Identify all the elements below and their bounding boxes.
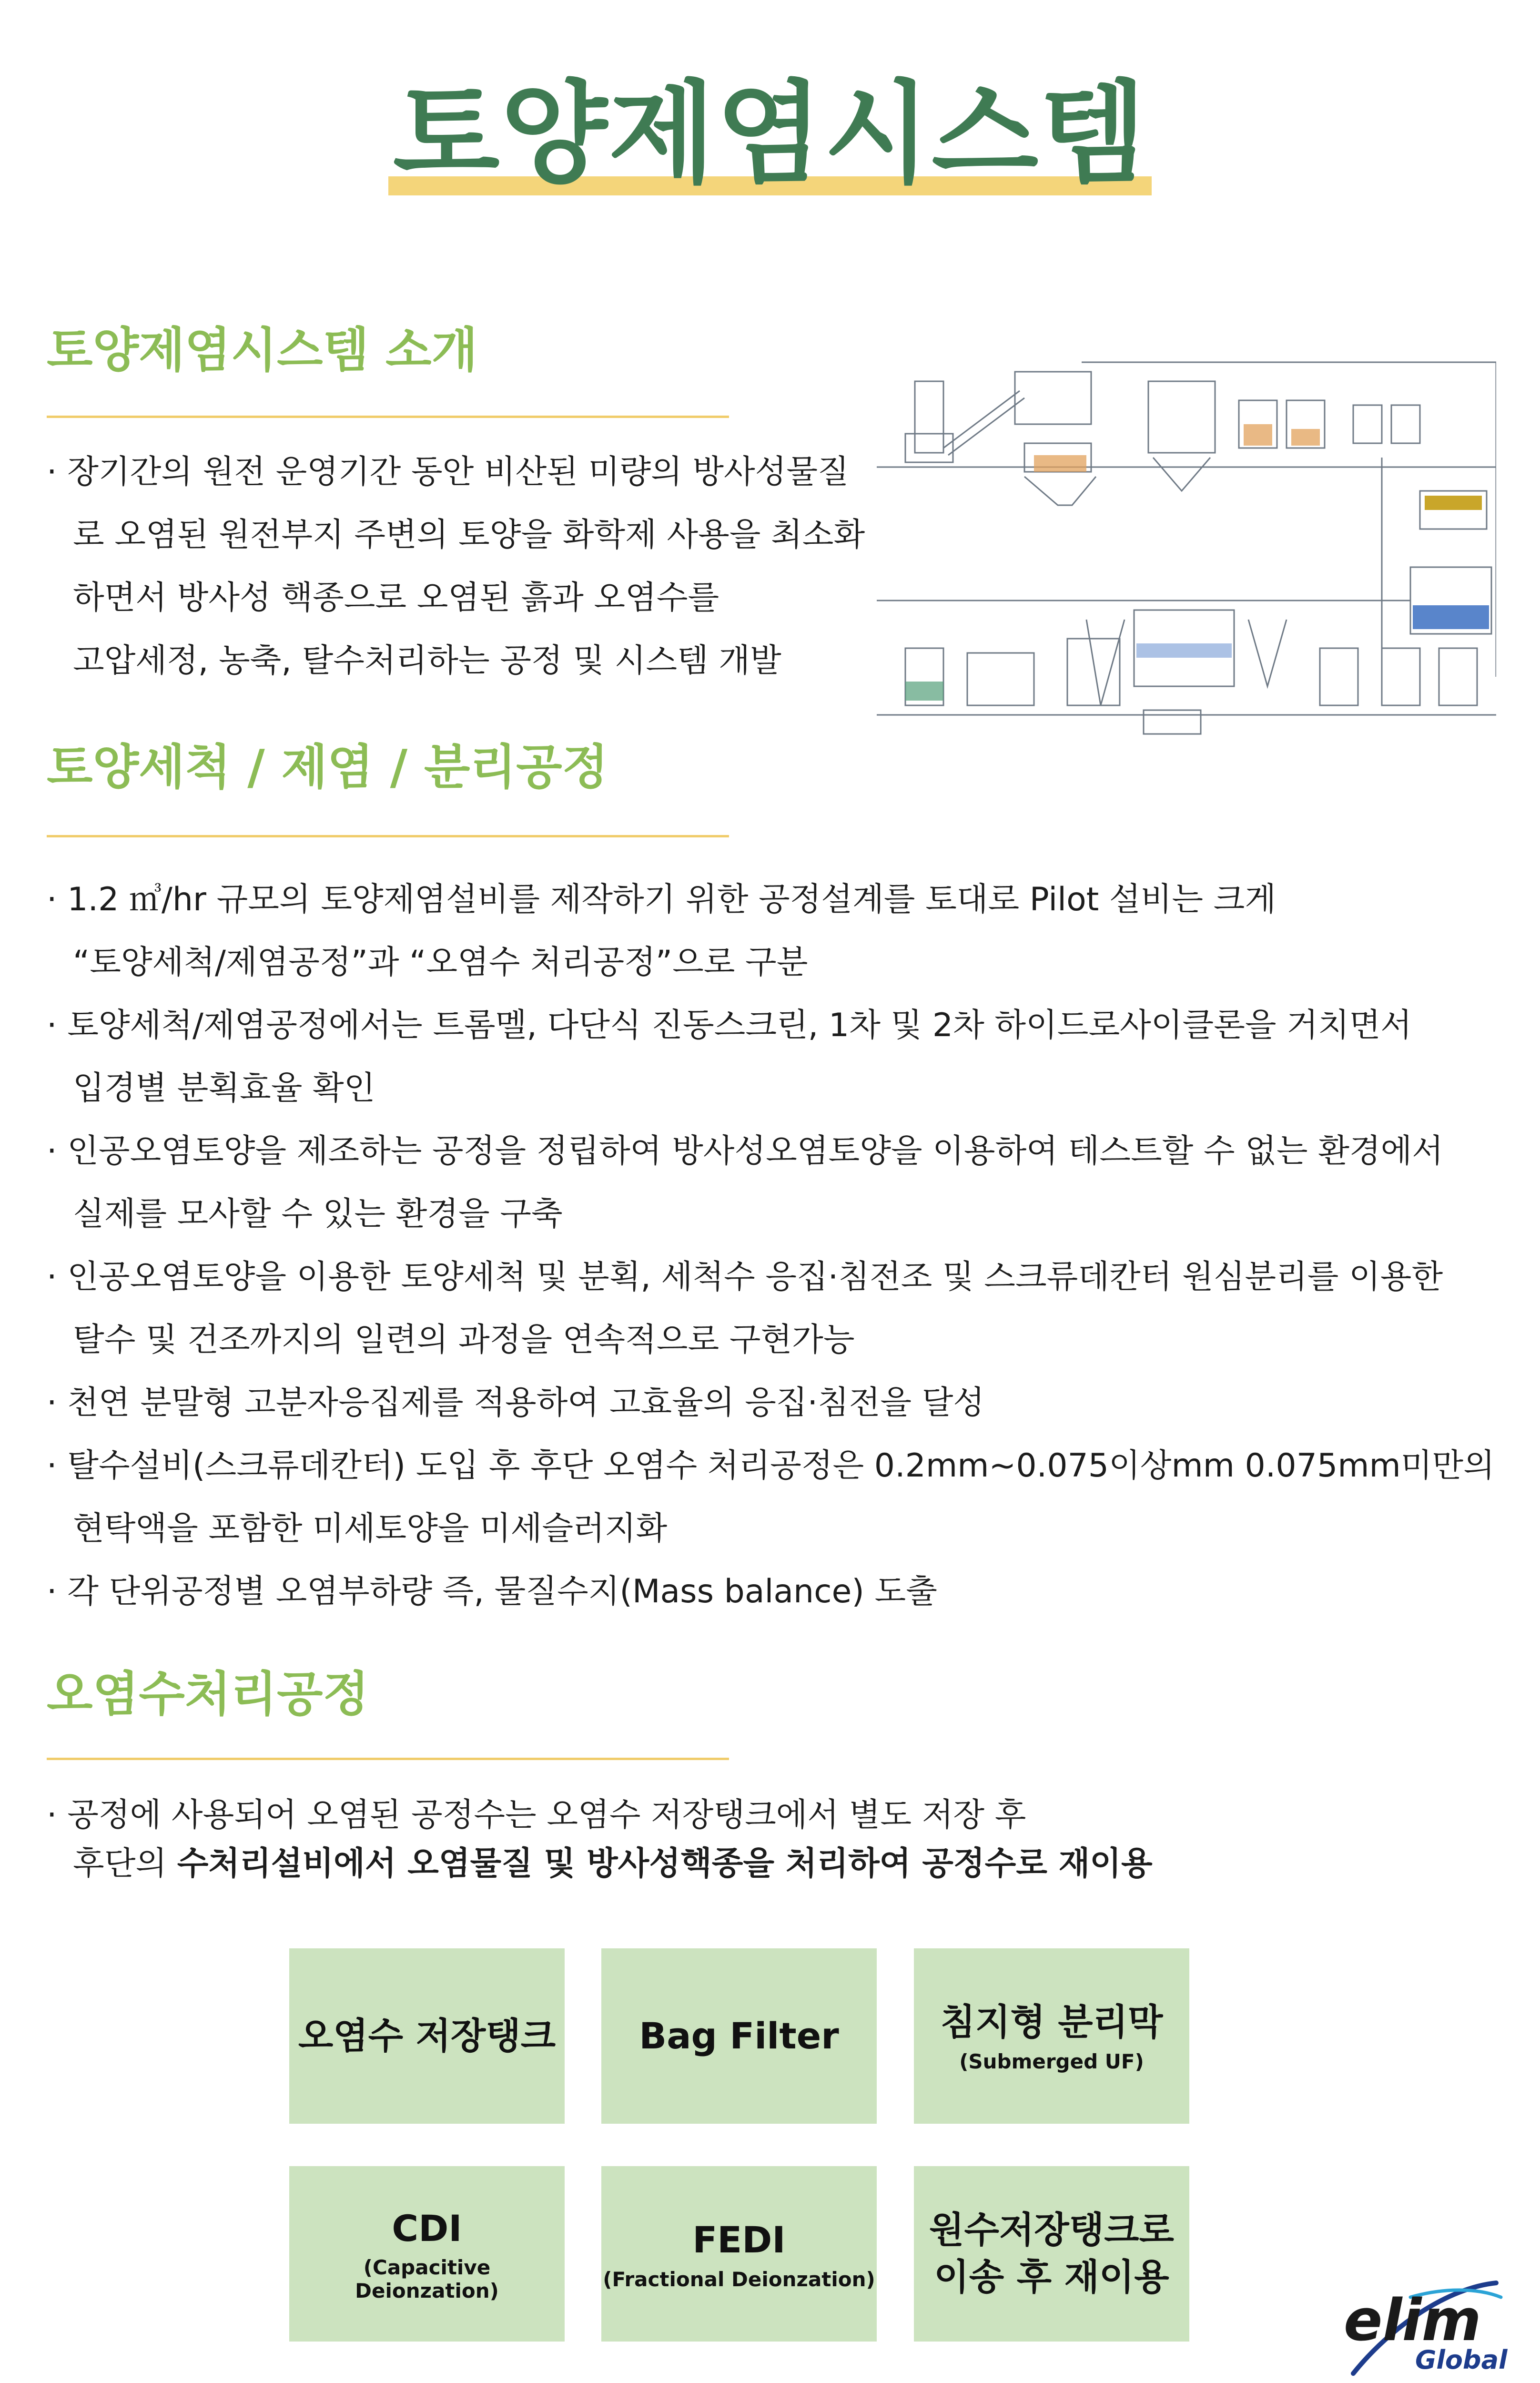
process-box-wastewater-tank xyxy=(289,1948,565,2124)
water-line xyxy=(47,1840,1153,1888)
intro-line: 고압세정, 농축, 탈수처리하는 공정 및 시스템 개발 xyxy=(73,642,781,680)
wash-line: 입경별 분획효율 확인 xyxy=(73,1069,375,1107)
elim-global-logo xyxy=(1334,2269,1515,2383)
wash-line: 탈수 및 건조까지의 일련의 과정을 연속적으로 구현가능 xyxy=(73,1321,855,1359)
water-line: · 공정에 사용되어 오염된 공정수는 오염수 저장탱크에서 별도 저장 후 xyxy=(47,1796,1026,1834)
box-main: 침지형 분리막 xyxy=(940,2001,1163,2044)
wash-line: · 토양세척/제염공정에서는 트롬멜, 다단식 진동스크린, 1차 및 2차 하이드로사이클론을 거치면서 xyxy=(47,1007,1412,1044)
wash-line: · 천연 분말형 고분자응집제를 적용하여 고효율의 응집·침전을 달성 xyxy=(47,1384,985,1422)
box-main: CDI xyxy=(392,2207,462,2250)
section-underline-water xyxy=(47,1758,729,1760)
wash-line: · 인공오염토양을 제조하는 공정을 정립하여 방사성오염토양을 이용하여 테스트할 수 없는 환경에서 xyxy=(47,1132,1443,1170)
box-sub: (Fractional Deionzation) xyxy=(603,2267,875,2291)
process-box-cdi xyxy=(289,2166,565,2342)
intro-line: 로 오염된 원전부지 주변의 토양을 화학제 사용을 최소화 xyxy=(73,516,865,554)
section-underline-wash xyxy=(47,835,729,837)
box-sub: (Submerged UF) xyxy=(959,2049,1144,2073)
wash-line: 실제를 모사할 수 있는 환경을 구축 xyxy=(73,1195,563,1233)
process-box-submerged-uf xyxy=(914,1948,1189,2124)
box-main: FEDI xyxy=(692,2219,786,2261)
wash-line: 현탁액을 포함한 미세토양을 미세슬러지화 xyxy=(73,1510,668,1548)
process-box-reuse xyxy=(914,2166,1189,2342)
box-main: Bag Filter xyxy=(639,2014,839,2057)
wash-line: · 1.2 ㎥/hr 규모의 토양제염설비를 제작하기 위한 공정설계를 토대로 Pilot 설비는 크게 xyxy=(47,881,1277,918)
page-title xyxy=(388,70,1152,198)
page-title-text: 토양제염시스템 xyxy=(393,70,1147,198)
section-heading-wash: 토양세척 / 제염 / 분리공정 xyxy=(47,739,608,795)
water-line-bold: 수처리설비에서 오염물질 및 방사성핵종을 처리하여 공정수로 재이용 xyxy=(177,1845,1153,1883)
wash-line: · 탈수설비(스크류데칸터) 도입 후 후단 오염수 처리공정은 0.2mm~0.075이상mm 0.075mm미만의 xyxy=(47,1447,1495,1485)
title-wrap xyxy=(0,70,1540,198)
intro-line: · 장기간의 원전 운영기간 동안 비산된 미량의 방사성물질 xyxy=(47,453,849,491)
intro-paragraph xyxy=(47,441,865,692)
wash-line: · 각 단위공정별 오염부하량 즉, 물질수지(Mass balance) 도출 xyxy=(47,1573,937,1610)
process-schematic-diagram xyxy=(877,353,1496,743)
section-underline-intro xyxy=(47,416,729,418)
water-line-prefix: 후단의 xyxy=(73,1845,177,1883)
section-heading-intro: 토양제염시스템 소개 xyxy=(47,322,478,378)
box-main: 원수저장탱크로 이송 후 재이용 xyxy=(929,2209,1174,2298)
section-heading-water: 오염수처리공정 xyxy=(47,1666,369,1722)
wash-paragraph xyxy=(47,868,1495,1623)
wash-line: “토양세척/제염공정”과 “오염수 처리공정”으로 구분 xyxy=(73,944,808,981)
process-box-fedi xyxy=(601,2166,877,2342)
logo-brand: elim xyxy=(1344,2288,1481,2354)
box-sub: (Capacitive Deionzation) xyxy=(355,2256,499,2303)
wash-line: · 인공오염토양을 이용한 토양세척 및 분획, 세척수 응집·침전조 및 스크류데칸터 원심분리를 이용한 xyxy=(47,1258,1443,1296)
water-paragraph xyxy=(47,1791,1153,1888)
box-main: 오염수 저장탱크 xyxy=(298,2014,556,2057)
intro-line: 하면서 방사성 핵종으로 오염된 흙과 오염수를 xyxy=(73,579,719,617)
logo-suffix: Global xyxy=(1415,2345,1508,2375)
process-box-bag-filter xyxy=(601,1948,877,2124)
